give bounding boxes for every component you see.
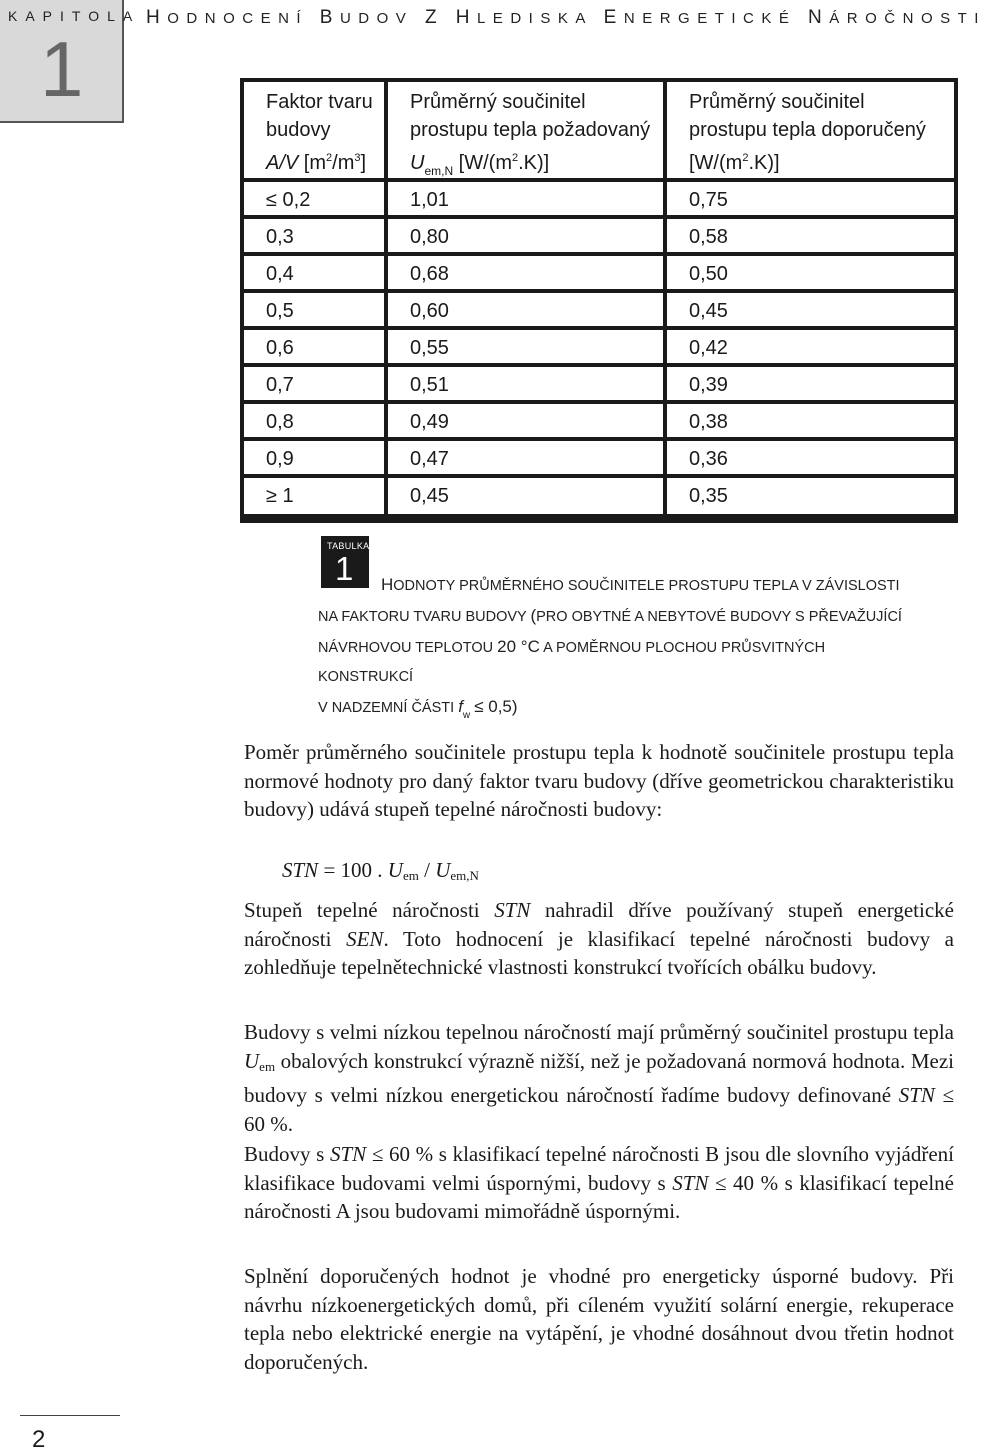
paragraph-5: Splnění doporučených hodnot je vhodné pro energeticky úsporné budovy. Při návrhu nízkoenergetických domů, při cíleném využití solární energie, rekuperace tepla nebo elektrické energie na vytápění, je vhodné dosáhnout dvou třetin hodnot doporučených. <box>244 1264 954 1374</box>
paragraph-2: Stupeň tepelné náročnosti STN nahradil dříve používaný stupeň energetické náročnosti SEN. Toto hodnocení je klasifikací tepelné náročnosti budovy a zohledňuje tepelnětechnické vlastnosti konstrukcí tvořících obálku budovy. <box>244 898 955 979</box>
header-line: prostupu tepla požadovaný <box>410 119 651 141</box>
stn-formula: STN = 100 . Uem / Uem,N <box>282 858 479 883</box>
chapter-label: KAPITOLA <box>8 8 141 24</box>
table-caption: HODNOTY PRŮMĚRNÉHO SOUČINITELE PROSTUPU TEPLA V ZÁVISLOSTI NA FAKTORU TVARU BUDOVY (PRO OBYTNÉ A NEBYTOVÉ BUDOVY S PŘEVAŽUJÍCÍ NÁVRHOVOU TEPLOTOU 20 °C A POMĚRNOU PLOCHOU PRŮSVITNÝCH KONSTRUKCÍ V NADZEMNÍ ČÁSTI $f_w \le 0,5$) <box>318 575 902 721</box>
table-cell <box>244 367 384 400</box>
header-line: budovy <box>266 119 331 141</box>
table-header-cell <box>244 82 384 178</box>
table-cell-value: 0,7 <box>266 374 294 396</box>
table-header-cell <box>388 82 663 178</box>
table-cell <box>244 330 384 363</box>
table-cell <box>244 441 384 474</box>
header-line: Průměrný součinitel <box>410 91 586 113</box>
table-cell-value: 0,3 <box>266 226 294 248</box>
table-cell <box>388 404 663 437</box>
header-line-units: $[W/(m^2.K)]$ <box>689 152 780 174</box>
table-cell <box>388 293 663 326</box>
table-cell-value: 1,01 <box>410 189 449 211</box>
table-cell-value: 0,45 <box>410 485 449 507</box>
table-cell-value: 0,68 <box>410 263 449 285</box>
header-line: Faktor tvaru <box>266 91 373 113</box>
table-cell-value: 0,80 <box>410 226 449 248</box>
u-value-table <box>240 78 958 523</box>
table-cell <box>667 256 954 289</box>
table-cell-value: 0,47 <box>410 448 449 470</box>
header-line-units: A/V $[m^2/m^3]$ <box>266 152 367 174</box>
table-cell <box>244 182 384 215</box>
header-line-units: $U_{em,N}$ $[W/(m^2.K)]$ <box>410 152 550 178</box>
table-cell <box>388 219 663 252</box>
table-cell <box>667 219 954 252</box>
table-cell-value: 0,4 <box>266 263 294 285</box>
table-cell <box>244 478 384 514</box>
table-cell <box>388 330 663 363</box>
table-badge-label: TABULKA <box>327 541 370 551</box>
table-cell-value: 0,42 <box>689 337 728 359</box>
table-cell-value: 0,6 <box>266 337 294 359</box>
table-cell-value: 0,75 <box>689 189 728 211</box>
table-cell-value: 0,38 <box>689 411 728 433</box>
paragraph-4: Budovy s STN ≤ 60 % s klasifikací tepelné náročnosti B jsou dle slovního vyjádření klasifikace budovami velmi úspornými, budovy s STN ≤ 40 % s klasifikací tepelné náročnosti A jsou budovami mimořádně úspornými. <box>244 1142 955 1223</box>
header-line: Průměrný součinitel <box>689 91 865 113</box>
table-cell-value: 0,39 <box>689 374 728 396</box>
table-cell-value: 0,60 <box>410 300 449 322</box>
table-cell <box>667 293 954 326</box>
table-cell-value: 0,50 <box>689 263 728 285</box>
table-badge-number: 1 <box>335 550 354 587</box>
table-cell <box>667 182 954 215</box>
table-cell-value: 0,58 <box>689 226 728 248</box>
chapter-number: 1 <box>40 25 84 113</box>
table-cell-value: 0,49 <box>410 411 449 433</box>
table-cell-value: 0,9 <box>266 448 294 470</box>
page-number: 2 <box>32 1426 46 1453</box>
table-cell <box>388 182 663 215</box>
header-line: prostupu tepla doporučený <box>689 119 926 141</box>
table-cell <box>244 404 384 437</box>
table-cell-value: 0,35 <box>689 485 728 507</box>
table-cell <box>244 219 384 252</box>
table-cell-value: 0,45 <box>689 300 728 322</box>
footer-rule <box>20 1415 120 1416</box>
running-header-text: HODNOCENÍ BUDOV Z HLEDISKA ENERGETICKÉ NÁROČNOSTI <box>146 7 986 28</box>
table-cell-value: ≤ 0,2 <box>266 189 311 211</box>
paragraph-3: Budovy s velmi nízkou tepelnou náročností mají průměrný součinitel prostupu tepla Uem obalových konstrukcí výrazně nižší, než je požadovaná normová hodnota. Mezi budovy s velmi nízkou energetickou náročností řadíme budovy definované STN ≤ 60 %. <box>244 1020 954 1136</box>
table-cell-value: 0,5 <box>266 300 294 322</box>
table-cell <box>667 330 954 363</box>
paragraph-1: Poměr průměrného součinitele prostupu tepla k hodnotě součinitele prostupu tepla normové hodnoty pro daný faktor tvaru budovy (dříve geometrickou charakteristiku budovy) udává stupeň tepelné náročnosti budovy: <box>244 740 954 821</box>
table-cell <box>667 367 954 400</box>
table-cell-value: 0,51 <box>410 374 449 396</box>
table-cell <box>388 441 663 474</box>
table-header-cell <box>667 82 954 178</box>
table-cell <box>388 478 663 514</box>
table-cell-value: 0,36 <box>689 448 728 470</box>
running-header <box>146 7 986 29</box>
table-cell <box>667 404 954 437</box>
table-cell-value: 0,8 <box>266 411 294 433</box>
table-cell <box>244 293 384 326</box>
table-cell <box>667 478 954 514</box>
table-cell <box>388 256 663 289</box>
table-cell-value: 0,55 <box>410 337 449 359</box>
table-cell <box>667 441 954 474</box>
table-cell <box>244 256 384 289</box>
table-cell <box>388 367 663 400</box>
table-cell-value: ≥ 1 <box>266 485 294 507</box>
chapter-box <box>0 0 141 123</box>
